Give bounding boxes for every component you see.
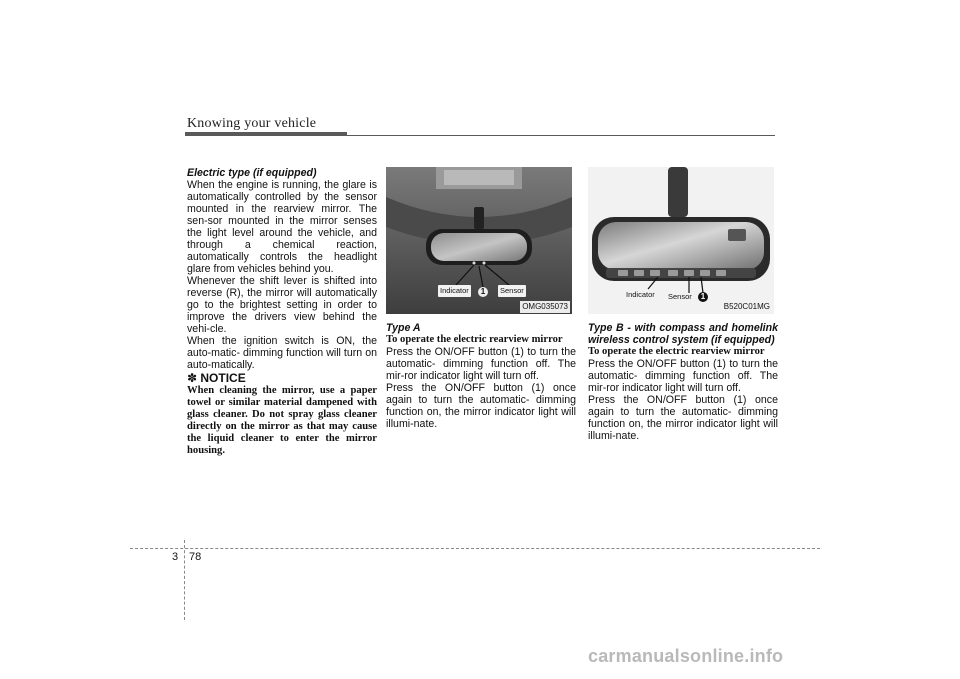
electric-type-heading: Electric type (if equipped) xyxy=(187,167,317,179)
left-column xyxy=(187,167,377,457)
type-a-paragraph-2: Press the ON/OFF button (1) once again to turn the automatic- dimming function on, the mirror indicator light will illumi-nate. xyxy=(386,382,576,430)
footer-vertical-rule xyxy=(184,540,185,620)
page-header-title: Knowing your vehicle xyxy=(187,116,317,131)
type-b-paragraph-1: Press the ON/OFF button (1) to turn the automatic- dimming function off. The mir-ror indicator light will turn off. xyxy=(588,358,778,394)
header-rule-thin xyxy=(347,135,775,136)
right-column xyxy=(588,167,778,442)
type-b-indicator-label: Indicator xyxy=(626,290,655,299)
left-paragraph-2: Whenever the shift lever is shifted into reverse (R), the mirror will automatically go to the brightest setting in order to improve the drivers view behind the vehi-cle. xyxy=(187,275,377,335)
type-b-photo-caption: B520C01MG xyxy=(723,302,770,311)
middle-column xyxy=(386,167,576,430)
left-paragraph-1: When the engine is running, the glare is automatically controlled by the sensor mounted in the rearview mirror. The sen-sor mounted in the mirror senses the light level around the vehicle, and through a chemical reaction, automatically controls the headlight glare from vehicles behind you. xyxy=(187,179,377,275)
type-a-mirror-photo xyxy=(386,167,572,314)
footer-page-number: 78 xyxy=(189,551,202,563)
type-b-mirror-photo xyxy=(588,167,774,314)
footer-rule xyxy=(130,548,820,549)
type-a-photo-caption: OMG035073 xyxy=(522,302,568,311)
notice-body: When cleaning the mirror, use a paper towel or similar material dampened with glass cleaner. Do not spray glass cleaner directly on the mirror as that may cause the liquid cleaner to enter the mirror housing. xyxy=(187,385,377,456)
header-rule-thick xyxy=(185,132,347,136)
type-a-subheading: To operate the electric rearview mirror xyxy=(386,334,563,345)
left-paragraph-3: When the ignition switch is ON, the auto-matic- dimming function will turn on auto-matically. xyxy=(187,335,377,371)
type-a-sensor-label: Sensor xyxy=(500,286,524,295)
type-a-paragraph-1: Press the ON/OFF button (1) to turn the automatic- dimming function off. The mir-ror indicator light will turn off. xyxy=(386,346,576,382)
type-b-sensor-label: Sensor xyxy=(668,292,692,301)
watermark: carmanualsonline.info xyxy=(588,646,784,666)
type-a-heading: Type A xyxy=(386,322,421,334)
type-b-heading: Type B - with compass and homelink wireless control system (if equipped) xyxy=(588,322,778,346)
footer-section-number: 3 xyxy=(172,551,179,563)
type-b-paragraph-2: Press the ON/OFF button (1) once again to turn the automatic- dimming function on, the mirror indicator light will illumi-nate. xyxy=(588,394,778,442)
type-b-subheading: To operate the electric rearview mirror xyxy=(588,346,765,357)
type-a-indicator-label: Indicator xyxy=(440,286,469,295)
notice-heading: ✽ NOTICE xyxy=(187,371,246,385)
type-b-callout-number: 1 xyxy=(698,292,708,302)
type-a-callout-number: 1 xyxy=(478,287,488,297)
